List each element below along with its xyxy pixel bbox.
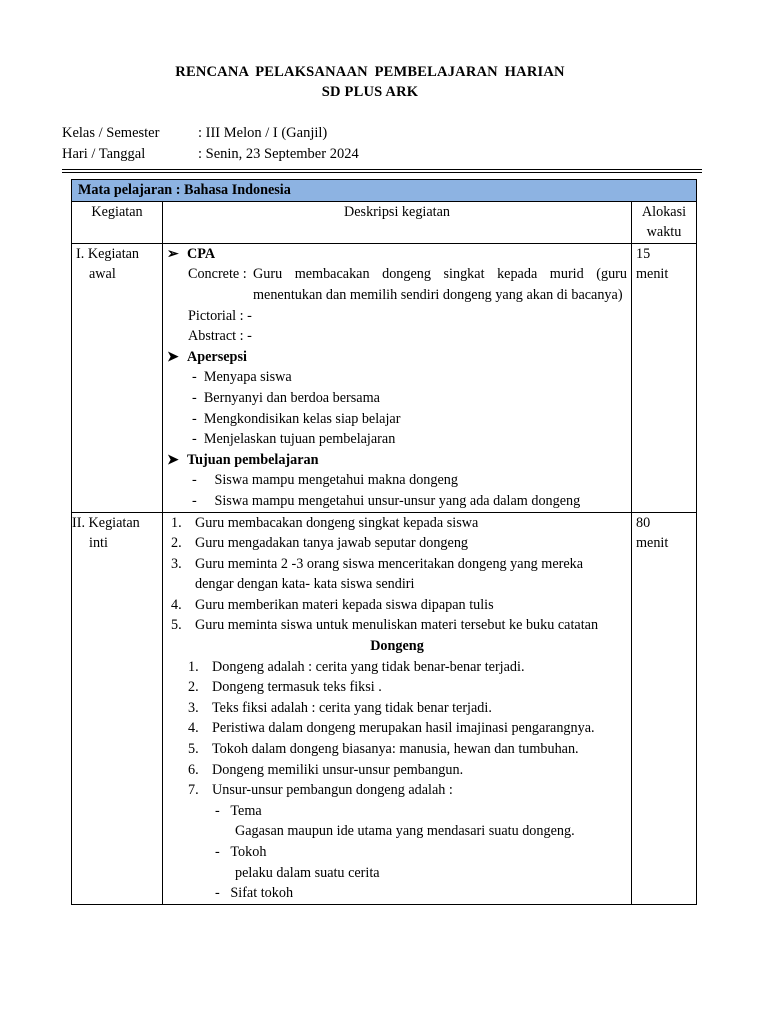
list-item: - Siswa mampu mengetahui unsur-unsur yang ada dalam dongeng [192,492,581,509]
time-unit: menit [636,535,669,552]
header-time [632,201,697,243]
concrete-text: Guru membacakan dongeng singkat kepada murid (guru menentukan dan memilih sendiri dongeng yang akan di bacanya) [253,266,627,303]
list-item-cont: dengar dengan kata- kata siswa sendiri [195,576,415,593]
list-item-text: Dongeng termasuk teks fiksi . [212,679,382,696]
subject-row [72,180,697,202]
description-cell [163,243,632,512]
divider-line [62,169,702,170]
concrete-label: Concrete : [188,266,247,283]
list-item-text: Dongeng adalah : cerita yang tidak benar-benar terjadi. [212,658,525,675]
lesson-plan-table [71,179,697,905]
time-value: 80 [636,514,651,531]
list-item: 2. Dongeng termasuk teks fiksi . [188,679,382,696]
header-activity: Kegiatan [72,201,163,243]
list-item: - Bernyanyi dan berdoa bersama [192,389,380,406]
class-semester-row [62,125,327,142]
school-name: SD PLUS ARK [321,84,419,100]
list-item-text: Bernyanyi dan berdoa bersama [203,389,380,406]
list-item-text: Peristiwa dalam dongeng merupakan hasil imajinasi pengarangnya. [212,720,595,737]
time-cell [632,243,697,512]
list-item: - Mengkondisikan kelas siap belajar [192,410,401,427]
activity-cell [72,243,163,512]
list-item: 3. Guru meminta 2 -3 orang siswa menceritakan dongeng yang mereka [171,555,584,572]
list-item-text: Tokoh dalam dongeng biasanya: manusia, hewan dan tumbuhan. [212,741,579,758]
header-time-line1: Alokasi [641,203,687,220]
header-description: Deskripsi kegiatan [163,201,632,243]
list-item-text: Mengkondisikan kelas siap belajar [203,410,401,427]
activity-label: II. Kegiatan [72,514,140,531]
list-item-text: Guru membacakan dongeng singkat kepada siswa [195,514,479,531]
divider-line [62,172,702,173]
list-item: 5. Guru meminta siswa untuk menuliskan materi tersebut ke buku catatan [171,617,599,634]
list-item-text: Siswa mampu mengetahui makna dongeng [214,472,458,489]
list-item-text: Menyapa siswa [203,369,292,386]
tujuan-heading: Tujuan pembelajaran [187,451,319,468]
cpa-heading: CPA [187,245,216,262]
list-item: - Menjelaskan tujuan pembelajaran [192,431,396,448]
list-item: 1. Guru membacakan dongeng singkat kepada siswa [171,514,479,531]
list-item: 3. Teks fiksi adalah : cerita yang tidak benar terjadi. [188,699,492,716]
description-cell [163,512,632,904]
list-item-text: Menjelaskan tujuan pembelajaran [203,431,396,448]
table-row [72,512,697,904]
list-item-text: Unsur-unsur pembangun dongeng adalah : [212,782,453,799]
list-item: - Sifat tokoh [215,885,294,902]
concrete-item [167,264,627,305]
date-label: Hari / Tanggal [62,146,146,162]
list-item-desc: Gagasan maupun ide utama yang mendasari suatu dongeng. [235,823,575,840]
header-time-line2: waktu [646,224,682,241]
table-row [72,243,697,512]
list-item-text: Sifat tokoh [230,885,294,902]
material-heading: Dongeng [370,638,424,655]
list-item-text: Dongeng memiliki unsur-unsur pembangun. [212,761,464,778]
list-item-text: Tokoh [230,844,267,860]
activity-cell [72,512,163,904]
list-item: 4. Peristiwa dalam dongeng merupakan hasil imajinasi pengarangnya. [188,720,595,737]
arrow-bullet-icon: ➢ [167,245,179,262]
class-label: Kelas / Semester [62,125,160,141]
list-item: 5. Tokoh dalam dongeng biasanya: manusia, hewan dan tumbuhan. [188,741,579,758]
list-item: 2. Guru mengadakan tanya jawab seputar dongeng [171,535,469,552]
list-item-text: Guru meminta 2 -3 orang siswa menceritakan dongeng yang mereka [195,555,584,572]
list-item-text: Tema [230,802,262,819]
arrow-bullet-icon: ➤ [167,451,179,468]
list-item-desc: pelaku dalam suatu cerita [235,864,380,881]
day-date-row [62,146,359,163]
subject-cell: Mata pelajaran : Bahasa Indonesia [72,180,697,202]
date-value: : Senin, 23 September 2024 [198,146,359,162]
list-item-text: Teks fiksi adalah : cerita yang tidak benar terjadi. [212,699,492,716]
pictorial-item: Pictorial : - [188,307,252,324]
document-title: RENCANA PELAKSANAAN PEMBELAJARAN HARIAN [175,64,565,80]
list-item: - Menyapa siswa [192,369,292,386]
list-item: 4. Guru memberikan materi kepada siswa dipapan tulis [171,596,494,613]
apersepsi-heading: Apersepsi [187,348,247,365]
time-unit: menit [636,266,669,283]
list-item: - Tokoh [215,844,267,860]
list-item: 6. Dongeng memiliki unsur-unsur pembangun. [188,761,464,778]
list-item-text: Guru meminta siswa untuk menuliskan materi tersebut ke buku catatan [195,617,599,634]
list-item: 7. Unsur-unsur pembangun dongeng adalah : [188,782,453,799]
list-item: 1. Dongeng adalah : cerita yang tidak benar-benar terjadi. [188,658,525,675]
list-item-text: Guru memberikan materi kepada siswa dipapan tulis [195,596,494,613]
time-cell [632,512,697,904]
list-item-text: Siswa mampu mengetahui unsur-unsur yang ada dalam dongeng [214,492,581,509]
list-item: - Siswa mampu mengetahui makna dongeng [192,472,458,489]
arrow-bullet-icon: ➤ [167,348,179,365]
activity-label: I. Kegiatan [76,245,140,262]
time-value: 15 [636,245,651,262]
abstract-item: Abstract : - [188,328,252,345]
list-item-text: Guru mengadakan tanya jawab seputar dongeng [195,535,469,552]
header-row [72,201,697,243]
class-value: : III Melon / I (Ganjil) [198,125,328,141]
activity-label-cont: inti [89,535,108,552]
activity-label-cont: awal [89,266,116,283]
list-item: - Tema [215,802,262,819]
